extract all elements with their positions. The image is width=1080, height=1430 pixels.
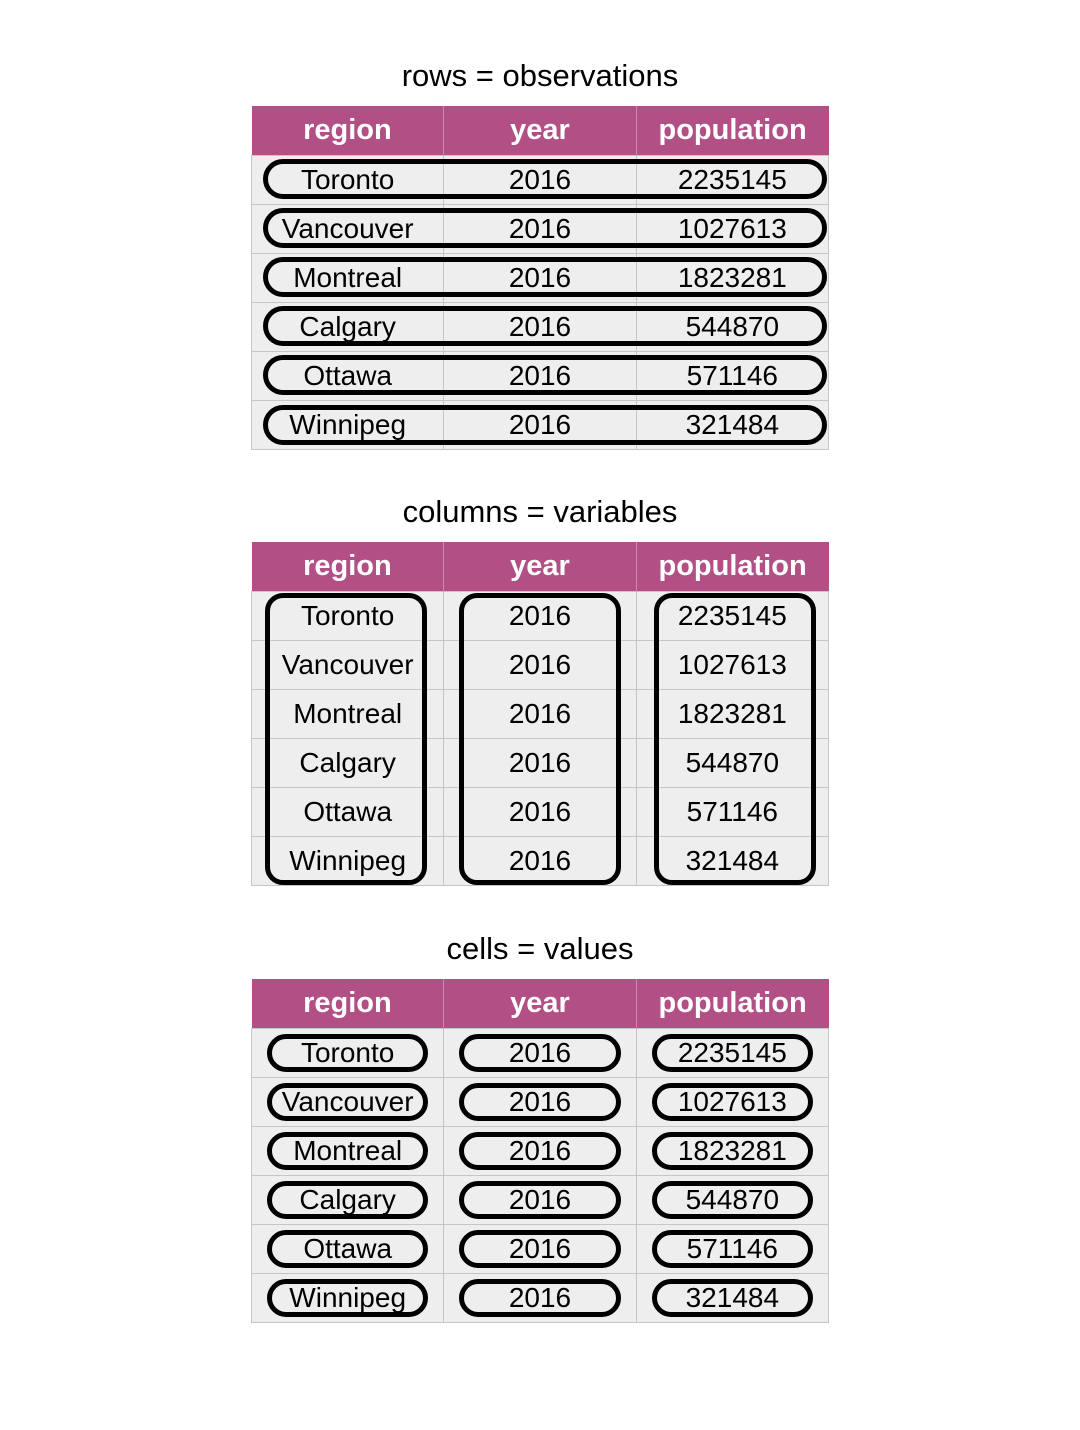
table-cell <box>444 253 636 302</box>
panel-title: rows = observations <box>401 58 679 93</box>
table-cell <box>636 689 828 738</box>
cell-value: 2016 <box>508 1085 572 1117</box>
table-cell <box>444 640 636 689</box>
table-row <box>252 155 829 204</box>
table-body <box>252 1028 829 1322</box>
cell-value: 321484 <box>685 1281 780 1313</box>
cell-value: 2016 <box>508 1183 572 1215</box>
cell-value: 2016 <box>508 746 572 778</box>
table-cell <box>252 1273 444 1322</box>
panel-title: cells = values <box>446 931 634 966</box>
cell-value: 2016 <box>508 359 572 391</box>
cell-value: 2016 <box>508 1036 572 1068</box>
cell-value: 2016 <box>508 163 572 195</box>
table-cell <box>444 1175 636 1224</box>
table-cell <box>444 302 636 351</box>
cell-value: 2016 <box>508 697 572 729</box>
table-cell <box>252 640 444 689</box>
table-cell <box>252 738 444 787</box>
cell-value: Ottawa <box>303 1232 393 1264</box>
table-cell <box>636 1224 828 1273</box>
table-row <box>252 302 829 351</box>
cell-value: 544870 <box>685 310 780 342</box>
cell-value: Montreal <box>293 261 403 293</box>
table-row <box>252 1273 829 1322</box>
table-row <box>252 1175 829 1224</box>
table-cell <box>444 1126 636 1175</box>
data-table <box>251 542 829 886</box>
table-cell <box>444 351 636 400</box>
column-header-population: population <box>636 106 828 155</box>
table-cell <box>444 1224 636 1273</box>
cell-value: Winnipeg <box>289 844 407 876</box>
table-cell <box>636 1175 828 1224</box>
table-cell <box>252 1077 444 1126</box>
table-cell <box>252 689 444 738</box>
table-row <box>252 351 829 400</box>
column-header-region: region <box>252 106 444 155</box>
cell-value: Montreal <box>293 697 403 729</box>
table-cell <box>636 836 828 885</box>
column-header-year: year <box>444 979 636 1028</box>
cell-value: Vancouver <box>281 1085 414 1117</box>
cell-value: 2235145 <box>677 1036 787 1068</box>
cell-value: Calgary <box>299 310 396 342</box>
cell-value: Calgary <box>299 746 396 778</box>
table-cell <box>252 400 444 449</box>
table-cell <box>252 302 444 351</box>
table-row <box>252 1224 829 1273</box>
table-cell <box>252 591 444 640</box>
cell-value: 2016 <box>508 261 572 293</box>
cell-value: 2016 <box>508 795 572 827</box>
table-row <box>252 1126 829 1175</box>
table-cell <box>444 155 636 204</box>
cell-value: 1027613 <box>677 212 787 244</box>
table-cell <box>252 787 444 836</box>
table-row <box>252 1077 829 1126</box>
table-cell <box>636 155 828 204</box>
cell-value: Winnipeg <box>289 408 407 440</box>
cell-value: 1027613 <box>677 648 787 680</box>
column-header-region: region <box>252 542 444 591</box>
table-cell <box>252 1175 444 1224</box>
cell-value: Calgary <box>299 1183 396 1215</box>
column-header-region: region <box>252 979 444 1028</box>
column-header-year: year <box>444 542 636 591</box>
table-cell <box>252 1028 444 1077</box>
table-cell <box>636 253 828 302</box>
header-row <box>252 106 829 155</box>
cell-value: 571146 <box>686 359 778 391</box>
table-cell <box>444 591 636 640</box>
table-row <box>252 738 829 787</box>
cell-value: Toronto <box>300 599 395 631</box>
cell-value: Winnipeg <box>289 1281 407 1313</box>
table-row <box>252 787 829 836</box>
cell-value: 1027613 <box>677 1085 787 1117</box>
table-cell <box>252 1126 444 1175</box>
table-cell <box>252 253 444 302</box>
header-row <box>252 979 829 1028</box>
table-cell <box>444 204 636 253</box>
table-body <box>252 591 829 885</box>
table-cell <box>252 351 444 400</box>
table-cell <box>636 787 828 836</box>
table-cell <box>444 738 636 787</box>
table-row <box>252 836 829 885</box>
table-cell <box>252 204 444 253</box>
cell-value: 321484 <box>685 408 780 440</box>
cell-value: 1823281 <box>677 697 787 729</box>
table-cell <box>252 836 444 885</box>
data-table <box>251 106 829 450</box>
cell-value: 2235145 <box>677 599 787 631</box>
table-cell <box>636 1077 828 1126</box>
cell-value: 2016 <box>508 212 572 244</box>
cell-value: 2016 <box>508 844 572 876</box>
cell-value: Vancouver <box>281 212 414 244</box>
table-cell <box>252 1224 444 1273</box>
header-row <box>252 542 829 591</box>
cell-value: 2016 <box>508 1232 572 1264</box>
table-cell <box>444 836 636 885</box>
cell-value: 321484 <box>685 844 780 876</box>
table-cell <box>636 738 828 787</box>
data-table <box>251 979 829 1323</box>
table-body <box>252 155 829 449</box>
table-cell <box>444 1028 636 1077</box>
column-header-population: population <box>636 979 828 1028</box>
table-cell <box>636 302 828 351</box>
table-cell <box>252 155 444 204</box>
table-cell <box>636 204 828 253</box>
panel-title: columns = variables <box>402 494 678 529</box>
table-cell <box>636 1126 828 1175</box>
table-cell <box>636 591 828 640</box>
table-cell <box>444 400 636 449</box>
cell-value: 544870 <box>685 746 780 778</box>
table-row <box>252 689 829 738</box>
cell-value: 544870 <box>685 1183 780 1215</box>
cell-value: Toronto <box>300 163 395 195</box>
column-header-year: year <box>444 106 636 155</box>
table-cell <box>444 1077 636 1126</box>
cell-value: 2016 <box>508 648 572 680</box>
cell-value: 2016 <box>508 1134 572 1166</box>
table-cell <box>636 640 828 689</box>
table-row <box>252 640 829 689</box>
cell-value: 2235145 <box>677 163 787 195</box>
table-cell <box>636 400 828 449</box>
cell-value: 2016 <box>508 310 572 342</box>
table-cell <box>444 787 636 836</box>
cell-value: Vancouver <box>281 648 414 680</box>
cell-value: Montreal <box>293 1134 403 1166</box>
column-header-population: population <box>636 542 828 591</box>
cell-value: 1823281 <box>677 1134 787 1166</box>
table-cell <box>636 351 828 400</box>
table-row <box>252 591 829 640</box>
cell-value: 1823281 <box>677 261 787 293</box>
table-cell <box>636 1273 828 1322</box>
table-row <box>252 1028 829 1077</box>
cell-value: 2016 <box>508 408 572 440</box>
cell-value: Ottawa <box>303 795 393 827</box>
cell-value: Ottawa <box>303 359 393 391</box>
cell-value: 571146 <box>686 795 778 827</box>
table-cell <box>444 1273 636 1322</box>
cell-value: 2016 <box>508 1281 572 1313</box>
cell-value: Toronto <box>300 1036 395 1068</box>
table-row <box>252 204 829 253</box>
cell-value: 571146 <box>686 1232 778 1264</box>
table-cell <box>636 1028 828 1077</box>
table-row <box>252 253 829 302</box>
cell-value: 2016 <box>508 599 572 631</box>
table-cell <box>444 689 636 738</box>
table-row <box>252 400 829 449</box>
